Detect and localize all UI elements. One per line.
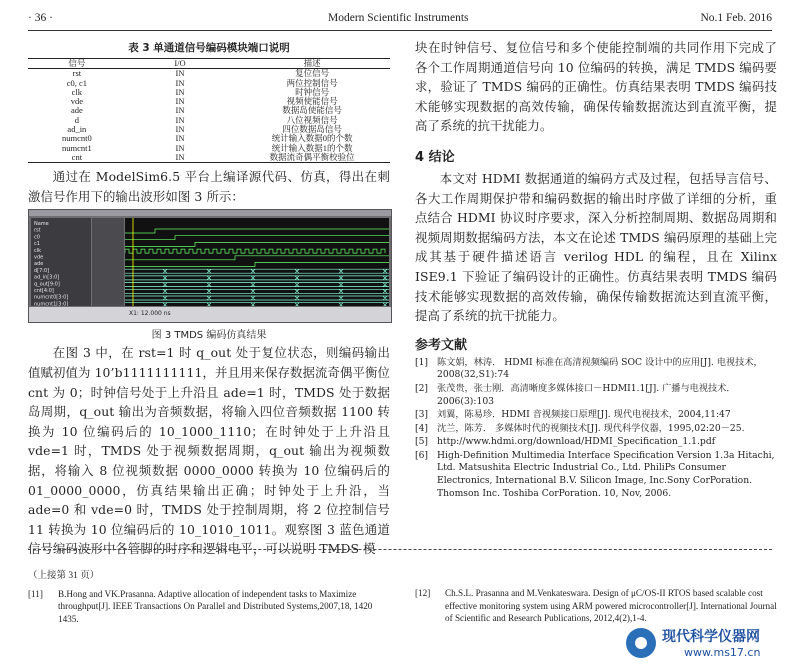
table-cell: 统计输入数据0的个数: [271, 133, 353, 144]
table-cell: 数据岛使能信号: [282, 105, 342, 116]
reference-text: Ch.S.L. Prasanna and M.Venkateswara. Design of μC/OS-II RTOS based scalable cost effective monitoring system using ARM powered microcontroller[J]. International Journal of Scientific and Research Publications, 2012,4(2),1-4.: [445, 588, 777, 624]
table-cell: 时钟信号: [295, 86, 330, 97]
table-cell: 复位信号: [295, 68, 330, 79]
table-row: [28, 153, 390, 163]
table-header-cell: 描述: [234, 59, 390, 69]
waveform-trace: [125, 229, 389, 233]
waveform-figure: [28, 209, 392, 323]
signal-name: numcnt0[3:0]: [34, 295, 69, 302]
table-cell: IN: [175, 86, 185, 97]
signal-names: [31, 218, 91, 306]
waveform-area: [125, 218, 389, 306]
reference-number: [11]: [28, 588, 43, 599]
table-cell: rst: [72, 68, 82, 79]
signal-name: rst: [34, 228, 41, 235]
table-cell: 两位控制信号: [286, 77, 338, 88]
table-cell: 统计输入数据1的个数: [271, 142, 353, 153]
reference-text: B.Hong and VK.Prasanna. Adaptive allocation of independent tasks to Maximize throughput[J]. IEEE Transactions On Parallel and Distributed Systems,2007,18, 1420 1435.: [58, 588, 373, 624]
table-cell: cnt: [28, 153, 126, 163]
signal-name: c0: [34, 234, 40, 241]
table-header-row: [28, 59, 390, 69]
reference-number: [1]: [415, 356, 429, 368]
page-number: · 36 ·: [28, 12, 53, 24]
waveform-trace: [125, 263, 389, 267]
reference-item: [415, 357, 777, 382]
paragraph: 块在时钟信号、复位信号和多个使能控制端的共同作用下完成了各个工作周期通道信号向 10 位编码的转换，满足 TMDS 编码要求，验证了 TMDS 编码的正确性。仿真结果表明 TMDS 编码技术能够实现数据的高效传输，确保传输数据流达到直流平衡，提高了系统的抗干扰能力。: [415, 40, 777, 134]
waveform-trace: [125, 243, 389, 247]
reference-number: [4]: [415, 422, 429, 434]
site-watermark: [626, 624, 776, 664]
table-cell: IN: [175, 142, 185, 153]
paragraph: 通过在 ModelSim6.5 平台上编译源代码、仿真，得出在刺激信号作用下的输出波形如图 3 所示：: [28, 169, 390, 204]
waveform-trace: [125, 256, 389, 260]
paragraph: 本文对 HDMI 数据通道的编码方式及过程，包括导言信号、各大工作周期保护带和编码数据的输出时序做了详细的分析，重点结合 HDMI 协议时序要求，深入分析控制周期、数据岛周期和视频周期数据编码方法，本文在论述 TMDS 编码原理的基础上完成其基于硬件描述语言 verilog HDL 的编程，且在 Xilinx ISE9.1 下验证了编码设计的正确性。仿真结果表明 TMDS 编码技术能够实现数据的高效传输，确保传输数据流达到直流平衡，提高了系统的抗干扰能力。: [415, 170, 777, 324]
signal-name: clk: [34, 248, 42, 255]
reference-text: http://www.hdmi.org/download/HDMI_Specification_1.1.pdf: [437, 436, 716, 448]
table-cell: 视频使能信号: [286, 96, 338, 107]
reference-number: [6]: [415, 449, 429, 461]
references-title: 参考文献: [415, 337, 468, 353]
table-cell: IN: [175, 96, 185, 107]
waveform-trace: [125, 303, 389, 306]
table-cell: 八位视频信号: [286, 114, 338, 125]
waveform-trace: [125, 296, 389, 300]
watermark-url: www.ms17.cn: [684, 646, 761, 659]
port-table: [28, 58, 390, 163]
footnote-left: [28, 570, 378, 626]
reference-item: [415, 423, 777, 436]
reference-number: [2]: [415, 382, 429, 394]
table-caption: 表 3 单通道信号编码模块端口说明: [128, 42, 290, 54]
table-header-cell: 信号: [28, 59, 126, 69]
table-cell: IN: [175, 68, 185, 79]
watermark-title: 现代科学仪器网: [662, 629, 760, 645]
table-cell: IN: [175, 124, 185, 135]
waveform-trace: [125, 290, 389, 294]
table-cell: IN: [175, 133, 185, 144]
table-cell: c0, c1: [66, 77, 88, 88]
table-cell: 四位数据岛信号: [282, 124, 342, 135]
table-cell: ade: [70, 105, 83, 116]
reference-text: High-Definition Multimedia Interface Specification Version 1.3a Hitachi, Ltd. Matsushita Electric Industrial Co., Ltd. PhiliPs Consumer Electronics, International B.V. Silicon Image, Inc.Sony CorPoration. Thomson Inc. Toshiba CorPoration. 10, Nov, 2006.: [437, 449, 775, 499]
waveform-trace: [125, 250, 385, 254]
table-cell: numcnt1: [61, 142, 92, 153]
journal-title: Modern Scientific Instruments: [328, 12, 469, 24]
table-cell: d: [74, 114, 79, 125]
reference-list: [415, 357, 777, 501]
paragraph: 在图 3 中，在 rst=1 时 q_out 处于复位状态，则编码输出值赋初值为 10’b1111111111，并且用来保存数据流奇偶平衡位 cnt 为 0；时钟信号处于上升沿且 ade=1 时，TMDS 处于数据岛周期，q_out 输出为音频数据，将输入四位音频数据 1100 转换为 10 位编码后的 10_1000_1110；在时钟处于上升沿且 vde=1 时，TMDS 处于视频数据周期，q_out 输出为视频数据，将输入 8 位视频数据 0000_0000 转换为 10 位编码后的 01_0000_0000，仿真结果输出正确；时钟处于上升沿，当 ade=0 和 vde=0 时，TMDS 处于控制周期，将 2 位控制信号 11 转换为 10 位编码后的 10_1010_1011。观察图 3 蓝色通道信号编码波形中各管脚的时序和逻辑电平，可以说明 TMDS 模: [28, 345, 390, 557]
waveform-trace: [125, 283, 389, 287]
signal-name: vde: [34, 254, 44, 261]
reference-text: 刘翼，陈易珍．HDMI 音视频接口原理[J]. 现代电视技术，2004,11:47: [437, 409, 731, 421]
signal-name: ad_in[3:0]: [34, 275, 60, 282]
signal-name: q_out[9:0]: [34, 281, 60, 288]
waveform-trace: [125, 270, 389, 274]
waveform-toolbar: [29, 210, 391, 216]
reference-number: [3]: [415, 409, 429, 421]
reference-text: 陈文娟，林涛． HDMI 标准在高清视频编码 SOC 设计中的应用[J]. 电视技术，2008(32,S1):74: [437, 356, 763, 381]
reference-item: [415, 436, 777, 449]
waveform-traces: [125, 218, 389, 306]
logo-icon: [626, 628, 656, 658]
waveform-trace: [125, 276, 389, 280]
reference-item: [415, 450, 777, 500]
cursor-readout: X1: 12.000 ns: [129, 310, 171, 318]
signal-name: d[7:0]: [34, 268, 50, 275]
signal-name: ade: [34, 261, 44, 268]
issue-info: No.1 Feb. 2016: [700, 12, 772, 24]
table-header-cell: I/O: [126, 59, 235, 69]
table-cell: IN: [126, 153, 235, 163]
signal-name: Name: [34, 221, 49, 228]
figure-caption: 图 3 TMDS 编码仿真结果: [151, 330, 267, 342]
left-column: [28, 38, 390, 559]
reference-item: [415, 383, 777, 408]
signal-name: cnt[4:0]: [34, 288, 54, 295]
continued-note: （上接第 31 页）: [28, 571, 100, 581]
table-cell: IN: [175, 114, 185, 125]
reference-item: [415, 409, 777, 422]
table-cell: 数据流奇偶平衡校验位: [234, 153, 390, 163]
reference-text: 张茂贵，张士刚．高清晰度多媒体接口－HDMI1.1[J]. 广播与电视技术．2006(3):103: [437, 382, 736, 407]
dashed-divider: [28, 549, 772, 550]
reference-item: [28, 588, 378, 626]
table-cell: clk: [71, 86, 83, 97]
right-column: [415, 38, 777, 501]
reference-number: [12]: [415, 588, 431, 598]
table-body: [28, 69, 390, 163]
reference-text: 沈兰，陈芳． 多媒体时代的视频技术[J]. 现代科学仪器，1995,02:20－25.: [437, 422, 745, 434]
waveform-trace: [125, 236, 389, 240]
table-cell: IN: [175, 105, 185, 116]
signal-name-column: [31, 218, 91, 306]
signal-name: numcnt1[3:0]: [34, 301, 69, 307]
table-cell: IN: [175, 77, 185, 88]
waveform-status-bar: [29, 307, 391, 322]
signal-value-column: [92, 218, 124, 306]
header-rule: [28, 30, 772, 31]
table-cell: ad_in: [67, 124, 87, 135]
signal-name: c1: [34, 241, 40, 248]
table-cell: numcnt0: [61, 133, 92, 144]
reference-number: [5]: [415, 436, 429, 448]
page-header: [28, 12, 772, 30]
footnote-right: [415, 587, 777, 626]
table-row: [28, 79, 390, 88]
reference-item: [415, 587, 777, 625]
section-title: 4 结论: [415, 149, 455, 165]
table-cell: vde: [70, 96, 83, 107]
